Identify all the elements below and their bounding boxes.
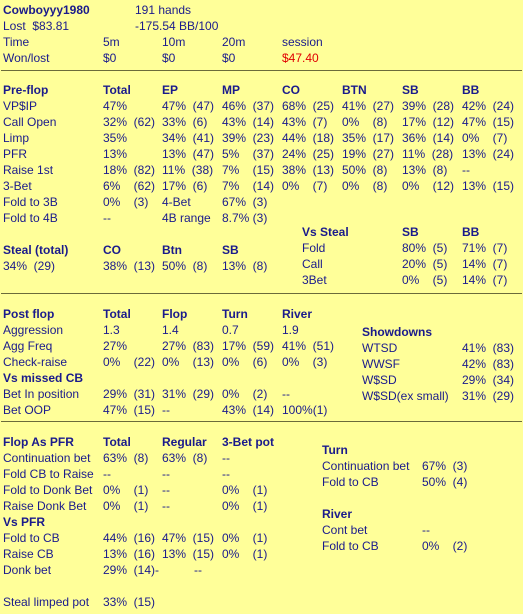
preflop-cell: 35% <box>103 131 128 145</box>
steal-total-heading: Btn <box>162 243 182 257</box>
flop-as-pfr-cell: -- <box>194 563 202 577</box>
flop-as-pfr-cell: Raise Donk Bet <box>3 499 87 513</box>
preflop-cell: 35% (17) <box>342 131 395 145</box>
preflop-cell: Fold to 3B <box>3 195 58 209</box>
flop-as-pfr-cell: -- <box>162 483 170 497</box>
preflop-cell: 4-Bet <box>162 195 191 209</box>
header-cell: Lost $83.81 <box>3 19 70 33</box>
preflop-cell: 11% (28) <box>402 147 454 161</box>
vs-steal-cell: 20% (5) <box>402 257 448 271</box>
preflop-cell: 13% (15) <box>462 179 515 193</box>
showdowns-cell: 31% (29) <box>462 389 515 403</box>
vs-steal-cell: 0% (5) <box>402 273 448 287</box>
preflop-cell: 17% (6) <box>162 179 208 193</box>
steal-total-heading: CO <box>103 243 121 257</box>
postflop-cell: 1.4 <box>162 323 179 337</box>
postflop-heading: Turn <box>222 307 248 321</box>
preflop-cell: 41% (27) <box>342 99 395 113</box>
header-cell: 191 hands <box>135 3 192 17</box>
showdowns-cell: 29% (34) <box>462 373 515 387</box>
preflop-cell: 24% (25) <box>282 147 335 161</box>
header-cell: Won/lost <box>3 51 50 65</box>
vs-steal-cell: Call <box>302 257 323 271</box>
preflop-cell: -- <box>103 211 111 225</box>
preflop-cell: 44% (18) <box>282 131 335 145</box>
header-cell: session <box>282 35 323 49</box>
postflop-heading: Flop <box>162 307 188 321</box>
header-cell: 5m <box>103 35 120 49</box>
postflop-cell: 0.7 <box>222 323 239 337</box>
preflop-cell: 11% (38) <box>162 163 214 177</box>
preflop-cell: 0% (8) <box>342 115 388 129</box>
preflop-cell: 13% <box>103 147 128 161</box>
preflop-heading: SB <box>402 83 419 97</box>
preflop-cell: -- <box>462 163 470 177</box>
turn-river-cell: Cont bet <box>322 523 368 537</box>
turn-river-cell: -- <box>422 523 430 537</box>
preflop-cell: 0% (7) <box>462 131 508 145</box>
preflop-cell: 33% (6) <box>162 115 208 129</box>
preflop-cell: 47% (47) <box>162 99 215 113</box>
preflop-cell: 67% (3) <box>222 195 268 209</box>
preflop-heading: Total <box>103 83 131 97</box>
postflop-heading: Vs missed CB <box>3 371 84 385</box>
flop-as-pfr-cell: Continuation bet <box>3 451 91 465</box>
postflop-heading: Total <box>103 307 131 321</box>
steal-total-cell: 13% (8) <box>222 259 268 273</box>
flop-as-pfr-cell: -- <box>162 467 170 481</box>
turn-river-heading: Turn <box>322 443 348 457</box>
postflop-heading: River <box>282 307 313 321</box>
flop-as-pfr-heading: 3-Bet pot <box>222 435 274 449</box>
preflop-cell: 38% (13) <box>282 163 335 177</box>
header-cell: 20m <box>222 35 246 49</box>
flop-as-pfr-heading: Vs PFR <box>3 515 46 529</box>
preflop-cell: 36% (14) <box>402 131 455 145</box>
postflop-cell: -- <box>162 403 170 417</box>
flop-as-pfr-cell: Donk bet <box>3 563 52 577</box>
flop-as-pfr-cell: -- <box>222 467 230 481</box>
divider-header <box>1 70 522 71</box>
preflop-cell: 43% (7) <box>282 115 328 129</box>
showdowns-cell: 41% (83) <box>462 341 515 355</box>
postflop-cell: 0% (22) <box>103 355 156 369</box>
flop-as-pfr-heading: Flop As PFR <box>3 435 74 449</box>
flop-as-pfr-cell: 29% (14)- <box>103 563 160 577</box>
flop-as-pfr-cell: 0% (1) <box>222 499 268 513</box>
preflop-heading: BTN <box>342 83 367 97</box>
vs-steal-cell: 80% (5) <box>402 241 448 255</box>
postflop-cell: 0% (6) <box>222 355 268 369</box>
flop-as-pfr-cell: 0% (1) <box>103 483 149 497</box>
postflop-cell: 17% (59) <box>222 339 275 353</box>
flop-as-pfr-cell: Raise CB <box>3 547 54 561</box>
showdowns-cell: WWSF <box>362 357 400 371</box>
flop-as-pfr-cell: Fold CB to Raise <box>3 467 94 481</box>
vs-steal-cell: 71% (7) <box>462 241 508 255</box>
preflop-cell: 0% (8) <box>342 179 388 193</box>
preflop-cell: 4B range <box>162 211 211 225</box>
flop-as-pfr-cell: 47% (15) <box>162 531 215 545</box>
preflop-heading: Pre-flop <box>3 83 49 97</box>
preflop-cell: 13% (8) <box>402 163 448 177</box>
preflop-cell: 6% (62) <box>103 179 156 193</box>
preflop-cell: 13% (24) <box>462 147 515 161</box>
vs-steal-heading: Vs Steal <box>302 225 349 239</box>
postflop-cell: 43% (14) <box>222 403 275 417</box>
postflop-cell: Bet OOP <box>3 403 52 417</box>
header-cell: 10m <box>162 35 186 49</box>
postflop-cell: Agg Freq <box>3 339 53 353</box>
preflop-cell: 7% (15) <box>222 163 275 177</box>
preflop-cell: 39% (23) <box>222 131 275 145</box>
postflop-heading: Post flop <box>3 307 55 321</box>
turn-river-cell: 50% (4) <box>422 475 468 489</box>
postflop-cell: 0% (13) <box>162 355 215 369</box>
flop-as-pfr-cell: Fold to CB <box>3 531 60 545</box>
showdowns-cell: W$SD(ex small) <box>362 389 449 403</box>
preflop-cell: 46% (37) <box>222 99 275 113</box>
postflop-cell: 29% (31) <box>103 387 156 401</box>
postflop-cell: 0% (3) <box>282 355 328 369</box>
header-cell: $47.40 <box>282 51 319 65</box>
preflop-cell: Call Open <box>3 115 57 129</box>
header-cell: $0 <box>222 51 236 65</box>
postflop-cell: 31% (29) <box>162 387 215 401</box>
vs-steal-heading: BB <box>462 225 480 239</box>
preflop-cell: 13% (47) <box>162 147 215 161</box>
postflop-cell: Check-raise <box>3 355 68 369</box>
header-cell: $0 <box>162 51 176 65</box>
flop-as-pfr-cell: 0% (1) <box>103 499 149 513</box>
postflop-cell: 41% (51) <box>282 339 335 353</box>
flop-as-pfr-cell: -- <box>222 451 230 465</box>
preflop-cell: 32% (62) <box>103 115 156 129</box>
showdowns-heading: Showdowns <box>362 325 432 339</box>
preflop-cell: 0% (3) <box>103 195 149 209</box>
preflop-cell: 0% (12) <box>402 179 455 193</box>
flop-as-pfr-heading: Total <box>103 435 131 449</box>
vs-steal-cell: 14% (7) <box>462 257 508 271</box>
preflop-cell: 47% (15) <box>462 115 515 129</box>
divider-postflop <box>1 421 522 422</box>
flop-as-pfr-cell: 0% (1) <box>222 531 268 545</box>
vs-steal-cell: 3Bet <box>302 273 327 287</box>
preflop-cell: Limp <box>3 131 30 145</box>
preflop-cell: 42% (24) <box>462 99 515 113</box>
showdowns-cell: 42% (83) <box>462 357 515 371</box>
turn-river-cell: 67% (3) <box>422 459 468 473</box>
preflop-heading: MP <box>222 83 240 97</box>
flop-as-pfr-cell: Fold to Donk Bet <box>3 483 93 497</box>
flop-as-pfr-cell: 0% (1) <box>222 547 268 561</box>
postflop-cell: Bet In position <box>3 387 80 401</box>
flop-as-pfr-cell: 63% (8) <box>162 451 208 465</box>
flop-as-pfr-cell: 63% (8) <box>103 451 149 465</box>
turn-river-cell: Fold to CB <box>322 539 379 553</box>
preflop-cell: 19% (27) <box>342 147 395 161</box>
postflop-cell: -- <box>282 387 290 401</box>
preflop-cell: 7% (14) <box>222 179 275 193</box>
preflop-cell: Fold to 4B <box>3 211 58 225</box>
flop-as-pfr-cell: 33% (15) <box>103 595 156 609</box>
preflop-cell: 3-Bet <box>3 179 32 193</box>
turn-river-cell: Fold to CB <box>322 475 379 489</box>
flop-as-pfr-cell: -- <box>162 499 170 513</box>
showdowns-cell: W$SD <box>362 373 397 387</box>
preflop-cell: 17% (12) <box>402 115 455 129</box>
flop-as-pfr-cell: 44% (16) <box>103 531 156 545</box>
vs-steal-heading: SB <box>402 225 419 239</box>
flop-as-pfr-cell: Steal limped pot <box>3 595 90 609</box>
flop-as-pfr-heading: Regular <box>162 435 207 449</box>
turn-river-cell: 0% (2) <box>422 539 468 553</box>
flop-as-pfr-cell: 13% (16) <box>103 547 156 561</box>
preflop-cell: 8.7% (3) <box>222 211 268 225</box>
flop-as-pfr-cell: 13% (15) <box>162 547 215 561</box>
preflop-cell: 68% (25) <box>282 99 335 113</box>
postflop-cell: 100%(1) <box>282 403 328 417</box>
postflop-cell: 27% (83) <box>162 339 215 353</box>
preflop-cell: 18% (82) <box>103 163 156 177</box>
postflop-cell: 1.3 <box>103 323 120 337</box>
vs-steal-cell: 14% (7) <box>462 273 508 287</box>
steal-total-heading: Steal (total) <box>3 243 69 257</box>
steal-total-cell: 34% (29) <box>3 259 56 273</box>
postflop-cell: Aggression <box>3 323 64 337</box>
postflop-cell: 47% (15) <box>103 403 156 417</box>
steal-total-cell: 50% (8) <box>162 259 208 273</box>
steal-total-heading: SB <box>222 243 239 257</box>
postflop-cell: 27% <box>103 339 128 353</box>
preflop-cell: 0% (7) <box>282 179 328 193</box>
vs-steal-cell: Fold <box>302 241 326 255</box>
divider-preflop <box>1 293 522 294</box>
preflop-heading: BB <box>462 83 480 97</box>
preflop-cell: Raise 1st <box>3 163 54 177</box>
flop-as-pfr-cell: 0% (1) <box>222 483 268 497</box>
turn-river-cell: Continuation bet <box>322 459 410 473</box>
preflop-heading: CO <box>282 83 300 97</box>
header-cell: $0 <box>103 51 117 65</box>
preflop-cell: 43% (14) <box>222 115 275 129</box>
postflop-cell: 1.9 <box>282 323 299 337</box>
header-heading: Cowboyyy1980 <box>3 3 90 17</box>
preflop-heading: EP <box>162 83 179 97</box>
preflop-cell: VP$IP <box>3 99 38 113</box>
preflop-cell: 39% (28) <box>402 99 455 113</box>
postflop-cell: 0% (2) <box>222 387 268 401</box>
preflop-cell: 50% (8) <box>342 163 388 177</box>
steal-total-cell: 38% (13) <box>103 259 156 273</box>
turn-river-heading: River <box>322 507 353 521</box>
showdowns-cell: WTSD <box>362 341 398 355</box>
preflop-cell: 34% (41) <box>162 131 215 145</box>
header-cell: Time <box>3 35 30 49</box>
header-cell: -175.54 BB/100 <box>135 19 219 33</box>
preflop-cell: PFR <box>3 147 27 161</box>
flop-as-pfr-cell: -- <box>103 467 111 481</box>
preflop-cell: 5% (37) <box>222 147 275 161</box>
preflop-cell: 47% <box>103 99 128 113</box>
